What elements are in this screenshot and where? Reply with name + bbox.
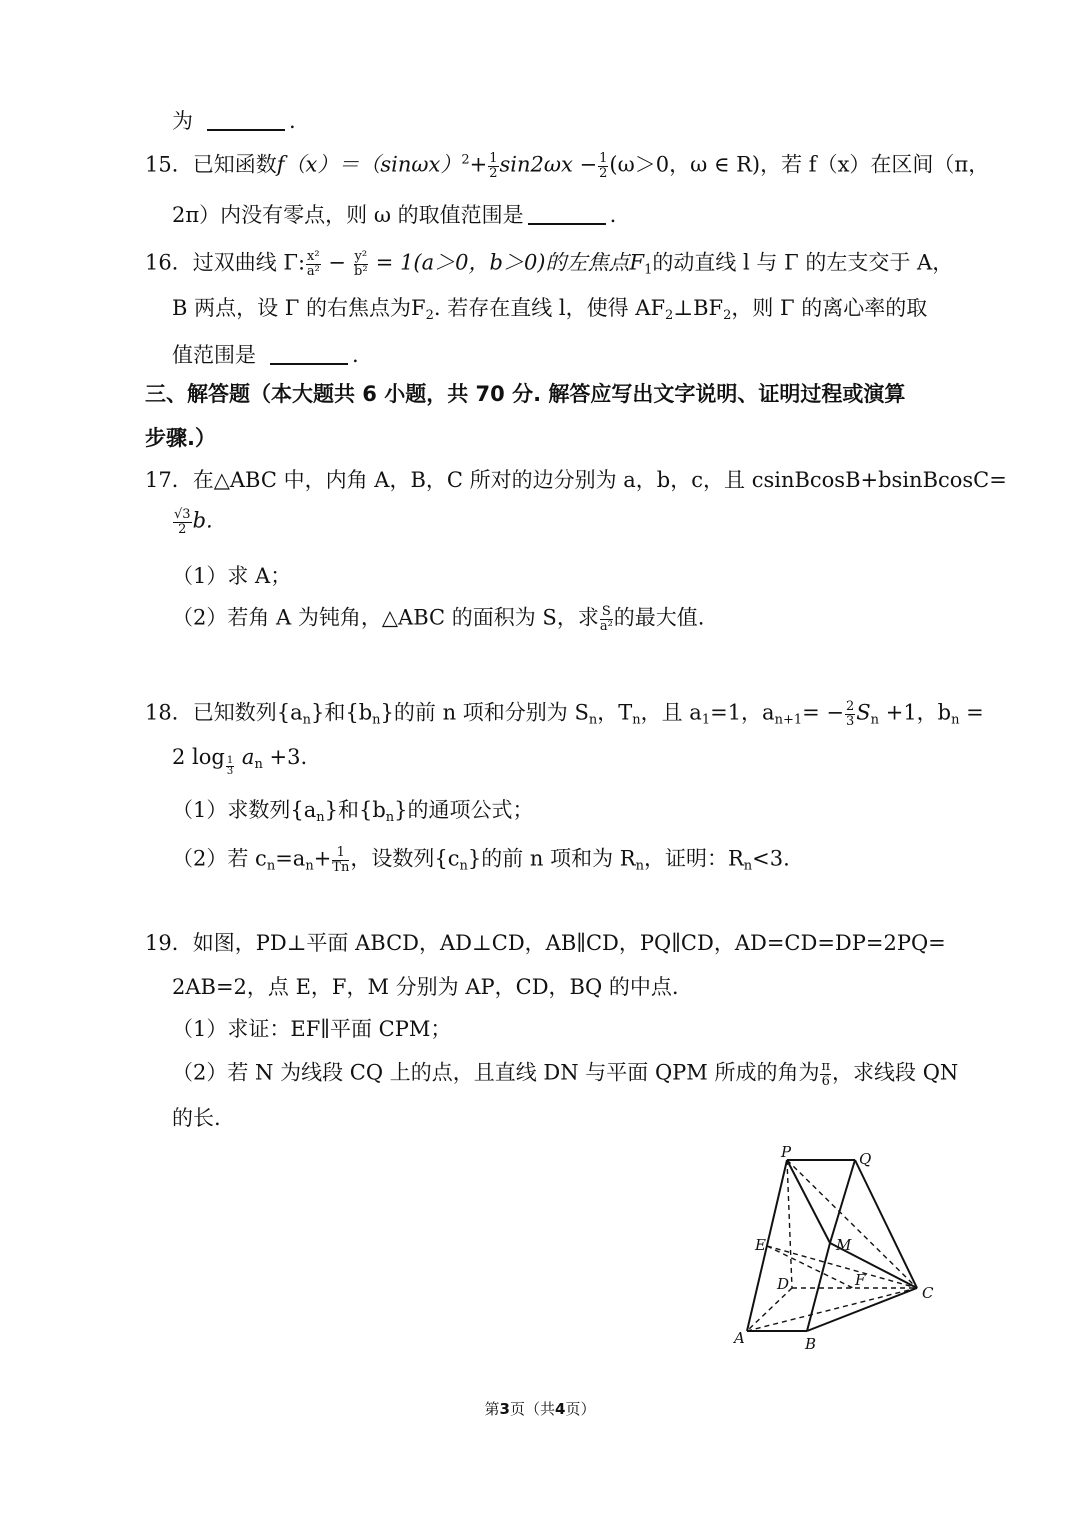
q18-part2: （2）若 $c_n=a_n+$ $\frac{1}{Tn}$ ，设数列$\{c_n\}$的前 n 项和为 $R_n$，证明：$R_n<3$. xyxy=(172,845,790,875)
label-A: A xyxy=(734,1329,745,1347)
label-P: P xyxy=(781,1143,792,1161)
q19-part2: （2）若 N 为线段 CQ 上的点，且直线 DN 与平面 QPM 所成的角为 $\frac{\pi}{6}$ ，求线段 QN xyxy=(172,1059,959,1089)
solid-edges xyxy=(747,1160,917,1331)
q14-tail: 为 . xyxy=(172,109,296,133)
q19-line1: 19．如图，PD⊥平面 ABCD，AD⊥CD，AB∥CD，PQ∥CD，AD=CD=DP=2PQ= xyxy=(145,931,946,955)
section-heading: 三、解答题（本大题共 6 小题，共 70 分. 解答应写出文字说明、证明过程或演算 xyxy=(145,382,906,406)
label-D: D xyxy=(777,1275,790,1293)
q16-line3: 值范围是 . xyxy=(172,343,359,367)
fraction-half: $\frac{1}{2}$ xyxy=(489,151,498,181)
q19-part1: （1）求证：EF∥平面 CPM； xyxy=(172,1017,452,1041)
fraction-y2-b2: $\frac{\text{y²}}{\text{b²}}$ xyxy=(354,249,368,279)
label-M: M xyxy=(836,1236,852,1254)
q19-line3: 的长. xyxy=(172,1106,221,1130)
q15-line1: 15．已知函数$f(x)=(\sin\omega x)^2+$ $\frac{1}{2}$ sin2ωx − $\frac{1}{2}$ (ω＞0，ω ∈ R)，若 f（x）在区间（π， xyxy=(145,151,990,181)
fraction-1-Tn: $\frac{1}{Tn}$ xyxy=(332,845,350,875)
fraction-pi-6: $\frac{\pi}{6}$ xyxy=(821,1059,831,1089)
q17-line2: $\frac{√3}{2}$ b. xyxy=(174,507,213,537)
label-F: F xyxy=(855,1271,866,1289)
q18-line2: 2 log $\frac{1}{3}$ $a_n +3$. xyxy=(172,745,308,777)
q15-line2: 2π）内没有零点，则 ω 的取值范围是 . xyxy=(172,203,617,227)
answer-blank[interactable] xyxy=(207,108,285,131)
fraction-S-a2: $\frac{S}{\text{a²}}$ xyxy=(599,604,613,634)
fraction-2-3: $\frac{2}{3}$ xyxy=(846,699,855,729)
hidden-edges xyxy=(747,1160,917,1331)
label-Q: Q xyxy=(859,1150,872,1168)
answer-blank[interactable] xyxy=(528,202,606,225)
q19-line2: 2AB=2，点 E，F，M 分别为 AP，CD，BQ 的中点. xyxy=(172,975,679,999)
fraction-half-2: $\frac{1}{2}$ xyxy=(599,151,608,181)
label-B: B xyxy=(805,1335,817,1353)
section-heading-cont: 步骤.） xyxy=(145,426,216,450)
page-footer: 第3页（共4页） xyxy=(484,1400,596,1418)
answer-blank[interactable] xyxy=(270,342,348,365)
q16-line1: 16．过双曲线 Γ: $\frac{\text{x²}}{\text{a²}}$ − $\frac{\text{y²}}{\text{b²}}$ = 1(a＞0，b＞0)的左焦点$F_1$的动直线 l 与 Γ 的左支交于 A， xyxy=(145,249,954,279)
q18-line1: 18．已知数列$\{a_n\}$和$\{b_n\}$的前 n 项和分别为 $S_n$，$T_n$，且 $a_1=1$，$a_{n+1}=$ − $\frac{2}{3}$ $S_n +1$，$b_n$ = xyxy=(145,699,984,729)
q17-line1: 17．在△ABC 中，内角 A，B，C 所对的边分别为 a，b，c，且 csinBcosB+bsinBcosC= xyxy=(145,468,1007,492)
geometry-figure xyxy=(725,1143,940,1358)
q16-line2: B 两点，设 Γ 的右焦点为$F_2$. 若存在直线 l，使得 $AF_2\perp BF_2$，则 Γ 的离心率的取 xyxy=(172,296,928,323)
fraction-x2-a2: $\frac{\text{x²}}{\text{a²}}$ xyxy=(306,249,320,279)
label-E: E xyxy=(755,1236,766,1254)
fraction-sqrt3-2: $\frac{√3}{2}$ xyxy=(174,507,191,537)
log-base-fraction: $\frac{1}{3}$ xyxy=(226,754,234,777)
q17-part1: （1）求 A； xyxy=(172,564,292,588)
q18-part1: （1）求数列$\{a_n\}$和$\{b_n\}$的通项公式； xyxy=(172,798,534,825)
q17-part2: （2）若角 A 为钝角，△ABC 的面积为 S，求 $\frac{S}{\text{a²}}$ 的最大值. xyxy=(172,604,705,634)
label-C: C xyxy=(922,1284,934,1302)
